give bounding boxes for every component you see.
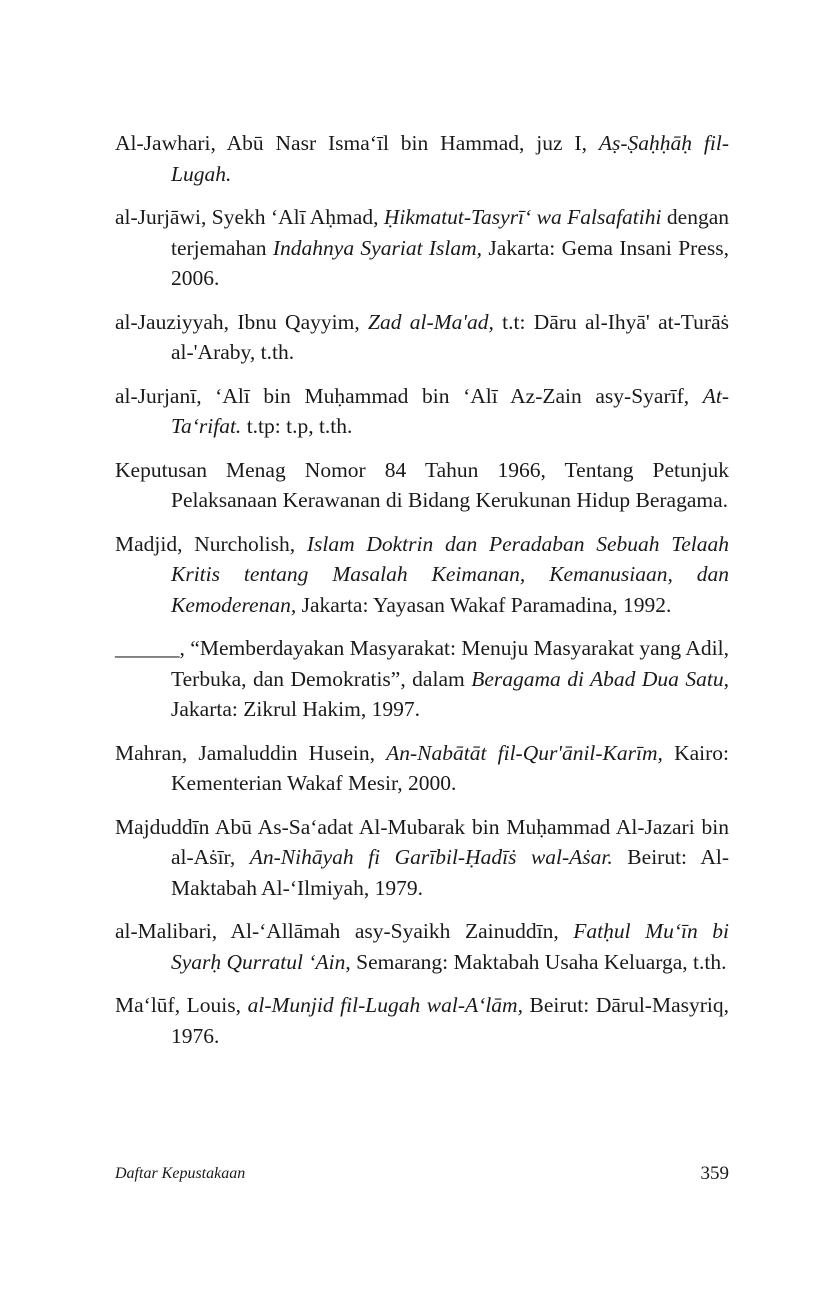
page-footer — [115, 1163, 729, 1189]
bibliography-entry: al-Jurjanī, ‘Alī bin Muḥammad bin ‘Alī Az-Zain asy-Syarīf, At-Ta‘rifat. t.tp: t.p, t.th. — [115, 383, 729, 438]
footer-section-title: Daftar Kepustakaan — [115, 1165, 246, 1182]
bibliography-entry: Mahran, Jamaluddin Husein, An-Nabātāt fil-Qur'ānil-Karīm, Kairo: Kementerian Wakaf Mesir, 2000. — [115, 740, 729, 795]
bibliography-entry: Majduddīn Abū As-Sa‘adat Al-Mubarak bin Muḥammad Al-Jazari bin al-Aṡīr, An-Nihāyah fi Garībil-Ḥadīṡ wal-Aṡar. Beirut: Al-Maktabah Al-‘Ilmiyah, 1979. — [115, 814, 730, 900]
bibliography-entry: Madjid, Nurcholish, Islam Doktrin dan Peradaban Sebuah Telaah Kritis tentang Masalah Keimanan, Kemanusiaan, dan Kemoderenan, Jakarta: Yayasan Wakaf Paramadina, 1992. — [115, 531, 729, 617]
page-number: 359 — [700, 1163, 729, 1184]
bibliography-entry: ______, “Memberdayakan Masyarakat: Menuju Masyarakat yang Adil, Terbuka, dan Demokratis”, dalam Beragama di Abad Dua Satu, Jakarta: Zikrul Hakim, 1997. — [115, 636, 729, 721]
bibliography-entry: al-Jauziyyah, Ibnu Qayyim, Zad al-Ma'ad, t.t: Dāru al-Ihyā' at-Turāṡ al-'Araby, t.th. — [115, 309, 729, 364]
bibliography-list — [115, 128, 729, 1064]
bibliography-entry: al-Malibari, Al-‘Allāmah asy-Syaikh Zainuddīn, Fatḥul Mu‘īn bi Syarḥ Qurratul ‘Ain, Semarang: Maktabah Usaha Keluarga, t.th. — [115, 919, 729, 974]
bibliography-entry: Ma‘lūf, Louis, al-Munjid fil-Lugah wal-A‘lām, Beirut: Dārul-Masyriq, 1976. — [115, 993, 729, 1048]
bibliography-entry: Al-Jawhari, Abū Nasr Isma‘īl bin Hammad, juz I, Aṣ-Ṣaḥḥāḥ fil-Lugah. — [115, 131, 729, 186]
bibliography-entry: Keputusan Menag Nomor 84 Tahun 1966, Tentang Petunjuk Pelaksanaan Kerawanan di Bidang Kerukunan Hidup Beragama. — [115, 457, 729, 512]
bibliography-entry: al-Jurjāwi, Syekh ‘Alī Aḥmad, Ḥikmatut-Tasyrī‘ wa Falsafatihi dengan terjemahan Indahnya Syariat Islam, Jakarta: Gema Insani Press, 2006. — [115, 205, 729, 290]
